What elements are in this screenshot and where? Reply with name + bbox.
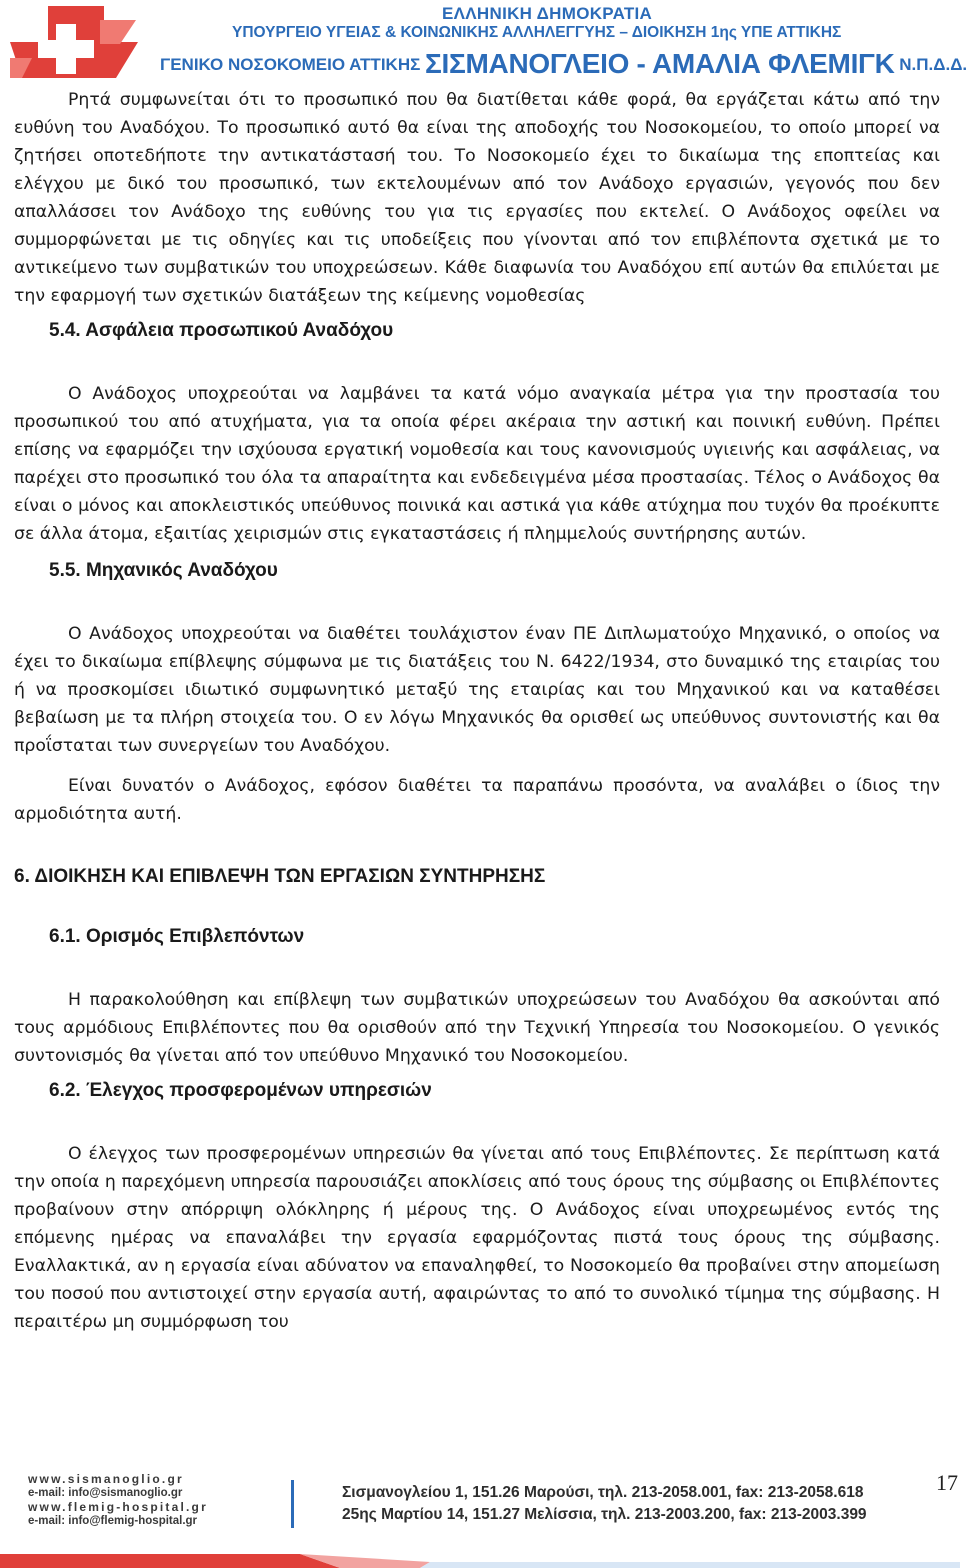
footer-site-sismanoglio[interactable]: www.sismanoglio.gr	[28, 1472, 184, 1486]
heading-6: 6. ΔΙΟΙΚΗΣΗ ΚΑΙ ΕΠΙΒΛΕΨΗ ΤΩΝ ΕΡΓΑΣΙΩΝ ΣΥΝΤΗΡΗΣΗΣ	[14, 866, 546, 887]
paragraph-5-5b: Είναι δυνατόν ο Ανάδοχος, εφόσον διαθέτει τα παραπάνω προσόντα, να αναλάβει ο ίδιος την αρμοδιότητα αυτή.	[14, 776, 940, 824]
header-ministry: ΥΠΟΥΡΓΕΙΟ ΥΓΕΙΑΣ & ΚΟΙΝΩΝΙΚΗΣ ΑΛΛΗΛΕΓΓΥΗΣ – ΔΙΟΙΚΗΣΗ 1ης ΥΠΕ ΑΤΤΙΚΗΣ	[232, 24, 842, 41]
hospital-cross-logo-icon	[8, 2, 140, 82]
page-number: 17	[936, 1470, 958, 1495]
paragraph-5-5a: Ο Ανάδοχος υποχρεούται να διαθέτει τουλάχιστον έναν ΠΕ Διπλωματούχο Μηχανικό, ο οποίος να έχει το δικαίωμα επίβλεψης σύμφωνα με τις διατάξεις του Ν. 6422/1934, στο δυναμικό της εταιρίας του ή να προσκομίσει ιδιωτικό συμφωνητικό μεταξύ της εταιρίας και του Μηχανικού και να καταθέσει βεβαίωση με τα πλήρη στοιχεία του. Ο εν λόγω Μηχανικός θα ορισθεί ως υπεύθυνος συντονιστής και θα προΐσταται των συνεργείων του Αναδόχου.	[14, 624, 940, 756]
heading-5-5: 5.5. Μηχανικός Αναδόχου	[49, 560, 278, 581]
heading-6-1: 6.1. Ορισμός Επιβλεπόντων	[49, 926, 305, 947]
footer-addresses	[342, 1482, 867, 1526]
letterhead	[0, 0, 967, 84]
paragraph-5-4: Ο Ανάδοχος υποχρεούται να λαμβάνει τα κατά νόμο αναγκαία μέτρα για την προστασία του προσωπικού του από ατυχήματα, για τα οποία φέρει ακέραια την αστική και ποινική ευθύνη. Πρέπει επίσης να εφαρμόζει την ισχύουσα εργατική νομοθεσία και τους κανονισμούς υγιεινής και ασφάλειας, να παρέχει στο προσωπικό του όλα τα απαραίτητα και ενδεδειγμένα μέσα προστασίας. Τέλος ο Ανάδοχος θα είναι ο μόνος και αποκλειστικός υπεύθυνος ποινικά και αστικά για κάθε ατύχημα που τυχόν θα προέκυπτε σε άλλα άτομα, εξαιτίας χειρισμών στις εγκαταστάσεις ή πλημμελούς συντήρησης αυτών.	[14, 384, 940, 544]
header-hospital	[160, 48, 967, 80]
page-footer	[0, 1460, 960, 1568]
footer-address-sismanoglio: Σισμανογλείου 1, 151.26 Μαρούσι, τηλ. 213-2058.001, fax: 213-2058.618	[342, 1484, 864, 1501]
footer-divider	[291, 1480, 294, 1528]
paragraph-6-1: Η παρακολούθηση και επίβλεψη των συμβατικών υποχρεώσεων του Αναδόχου θα ασκούνται από τους αρμόδιους Επιβλέποντες που θα ορισθούν από την Τεχνική Υπηρεσία του Νοσοκομείου. Ο γενικός συντονισμός θα γίνεται από τον υπεύθυνο Μηχανικό του Νοσοκομείου.	[14, 990, 940, 1066]
footer-address-flemig: 25ης Μαρτίου 14, 151.27 Μελίσσια, τηλ. 213-2003.200, fax: 213-2003.399	[342, 1506, 867, 1523]
footer-color-stripe	[0, 1534, 960, 1568]
footer-email-sismanoglio[interactable]: e-mail: info@sismanoglio.gr	[28, 1487, 183, 1499]
header-hospital-name: ΣΙΣΜΑΝΟΓΛΕΙΟ - ΑΜΑΛΙΑ ΦΛΕΜΙΓΚ	[425, 48, 895, 79]
paragraph-6-2: Ο έλεγχος των προσφερομένων υπηρεσιών θα γίνεται από τους Επιβλέποντες. Σε περίπτωση κατά την οποία η παρεχόμενη υπηρεσία παρουσιάζει αποκλίσεις από τους όρους της σύμβασης οι Επιβλέποντες προβαίνουν στην απόρριψη ολόκληρης ή μέρους της. Ο Ανάδοχος είναι υποχρεωμένος εντός της επόμενης ημέρας να επαναλάβει την εργασία εφαρμόζοντας πιστά τους όρους της σύμβασης. Εναλλακτικά, αν η εργασία είναι αδύνατον να επαναληφθεί, το Νοσοκομείο θα προβαίνει στην απομείωση του ποσού που αντιστοιχεί στην εργασία αυτή, αφαιρώντας το από το συνολικό τίμημα της σύμβασης. Η περαιτέρω μη συμμόρφωση του	[14, 1144, 940, 1332]
paragraph-intro: Ρητά συμφωνείται ότι το προσωπικό που θα διατίθεται κάθε φορά, θα εργάζεται κάτω από την ευθύνη του Αναδόχου. Το προσωπικό αυτό θα είναι της αποδοχής του Νοσοκομείου, το οποίο μπορεί να ζητήσει οποτεδήποτε την αντικατάστασή του. Το Νοσοκομείο έχει το δικαίωμα της εποπτείας και ελέγχου με δικό του προσωπικό, των εκτελουμένων από τον Ανάδοχο εργασιών, γεγονός που δεν απαλλάσσει τον Ανάδοχο της ευθύνης του για τις εργασίες που εκτελεί. Ο Ανάδοχος οφείλει να συμμορφώνεται με τις οδηγίες και τις υποδείξεις που γίνονται από τον επιβλέποντα σχετικά με το αντικείμενο των συμβατικών του υποχρεώσεων. Κάθε διαφωνία του Αναδόχου επί αυτών θα επιλύεται με την εφαρμογή των σχετικών διατάξεων της κείμενης νομοθεσίας	[14, 90, 940, 306]
header-hospital-suffix: Ν.Π.Δ.Δ.	[899, 55, 967, 74]
footer-email-flemig[interactable]: e-mail: info@flemig-hospital.gr	[28, 1515, 198, 1527]
document-body	[14, 86, 940, 1336]
heading-5-4: 5.4. Ασφάλεια προσωπικού Αναδόχου	[49, 320, 394, 341]
footer-site-flemig[interactable]: www.flemig-hospital.gr	[28, 1500, 208, 1514]
footer-contacts	[28, 1472, 208, 1528]
header-republic: ΕΛΛΗΝΙΚΗ ΔΗΜΟΚΡΑΤΙΑ	[442, 4, 653, 23]
header-hospital-prefix: ΓΕΝΙΚΟ ΝΟΣΟΚΟΜΕΙΟ ΑΤΤΙΚΗΣ	[160, 55, 421, 74]
heading-6-2: 6.2. Έλεγχος προσφερομένων υπηρεσιών	[49, 1080, 432, 1101]
